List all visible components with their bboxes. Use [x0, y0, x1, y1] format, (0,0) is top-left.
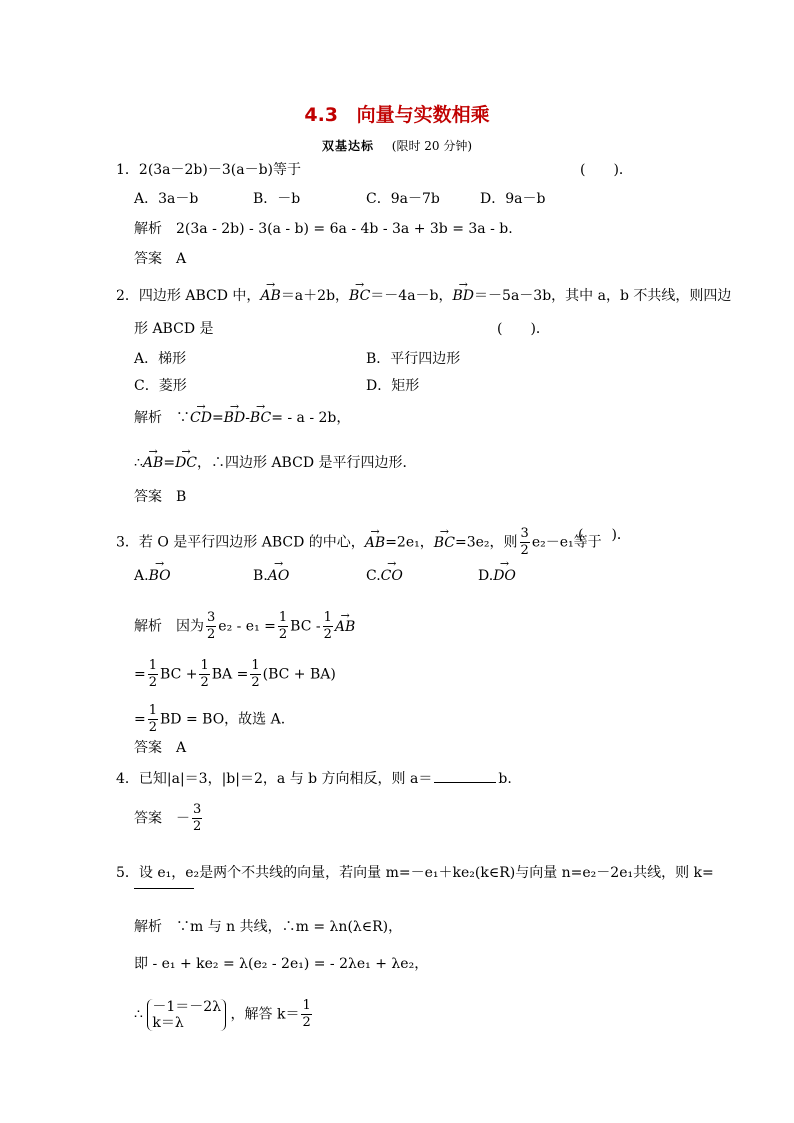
q5-analysis-line2: 即 - e₁ + ke₂ = λ(e₂ - 2e₁) = - 2λe₁ + λe₂， [134, 956, 429, 972]
section-number: 4.3 [304, 104, 339, 126]
q1-option-d: D．9a－b [480, 191, 546, 207]
q2-option-c: C．菱形 [134, 378, 187, 394]
q5-analysis-line3: ∴ －1＝－2λ k＝λ ，解答 k＝ $\frac{1}{2}$ [134, 998, 311, 1031]
subtitle-tag: 双基达标 [321, 139, 374, 153]
q3-option-c: C.→ CO [366, 568, 403, 584]
q2-option-b: B．平行四边形 [366, 351, 461, 367]
q1-option-a: A．3a－b [134, 191, 199, 207]
q1-analysis: 解析 2(3a - 2b) - 3(a - b) = 6a - 4b - 3a + 3b = 3a - b. [134, 221, 513, 237]
section-title: 向量与实数相乘 [356, 104, 490, 126]
q2-option-a: A．梯形 [134, 351, 187, 367]
q3-option-b: B.→ AO [253, 568, 289, 584]
q3-paren: ( )． [578, 527, 631, 543]
q3-option-d: D.→ DO [478, 568, 516, 584]
q3-stem: 3．若 O 是平行四边形 ABCD 的中心，→ AB=2e₁，→ BC=3e₂，则 $\frac{3}{2}$ e₂－e₁等于 [116, 526, 602, 559]
q3-analysis-line3: = $\frac{1}{2}$ BD = BO，故选 A. [134, 703, 286, 735]
q1-paren: ( )． [580, 162, 633, 178]
q2-paren: ( )． [497, 321, 550, 337]
q1-stem: 1．2(3a－2b)－3(a－b)等于 [116, 162, 302, 178]
vector-bd: → BD [453, 287, 475, 305]
q2-option-d: D．矩形 [366, 378, 420, 394]
q2-stem: 2．四边形 ABCD 中，→ AB＝a＋2b，→ BC＝－4a－b，→ BD＝－5a－3b，其中 a，b 不共线，则四边 [116, 287, 731, 305]
q4-answer: 答案 － $\frac{3}{2}$ [134, 802, 202, 834]
q5-answer-blank [134, 888, 194, 889]
q4-stem: 4．已知|a|＝3，|b|＝2，a 与 b 方向相反，则 a＝ b. [116, 771, 512, 787]
q5-analysis-line1: 解析 ∵m 与 n 共线，∴m = λn(λ∈R)， [134, 919, 403, 935]
q1-option-b: B．－b [253, 191, 301, 207]
q2-analysis: 解析 ∵→ CD=→ BD-→ BC= - a - 2b， [134, 409, 350, 427]
subtitle-time-limit: (限时 20 分钟) [391, 139, 473, 153]
q2-analysis-line2: ∴→ AB=→ DC，∴四边形 ABCD 是平行四边形． [134, 454, 417, 472]
q3-analysis-line2: = $\frac{1}{2}$ BC + $\frac{1}{2}$ BA = $\frac{1}{2}$ (BC + BA) [134, 658, 336, 690]
vector-ab: → AB [260, 287, 280, 305]
q1-option-c: C．9a－7b [366, 191, 440, 207]
q2-stem-line2: 形 ABCD 是 [134, 321, 214, 337]
q3-analysis-line1: 解析 因为 $\frac{3}{2}$ e₂ - e₁ = $\frac{1}{2}$ BC - $\frac{1}{2}$ → AB [134, 610, 355, 643]
answer-blank [434, 769, 496, 783]
subtitle [0, 137, 794, 154]
q5-stem: 5．设 e₁，e₂是两个不共线的向量，若向量 m=－e₁＋ke₂(k∈R)与向量 n=e₂－2e₁共线，则 k= [116, 865, 714, 881]
q3-answer: 答案 A [134, 740, 187, 756]
q2-answer: 答案 B [134, 489, 187, 505]
q1-answer: 答案 A [134, 251, 187, 267]
vector-bc: → BC [349, 287, 370, 305]
page-title [0, 100, 794, 127]
q3-option-a: A.→ BO [134, 568, 171, 584]
